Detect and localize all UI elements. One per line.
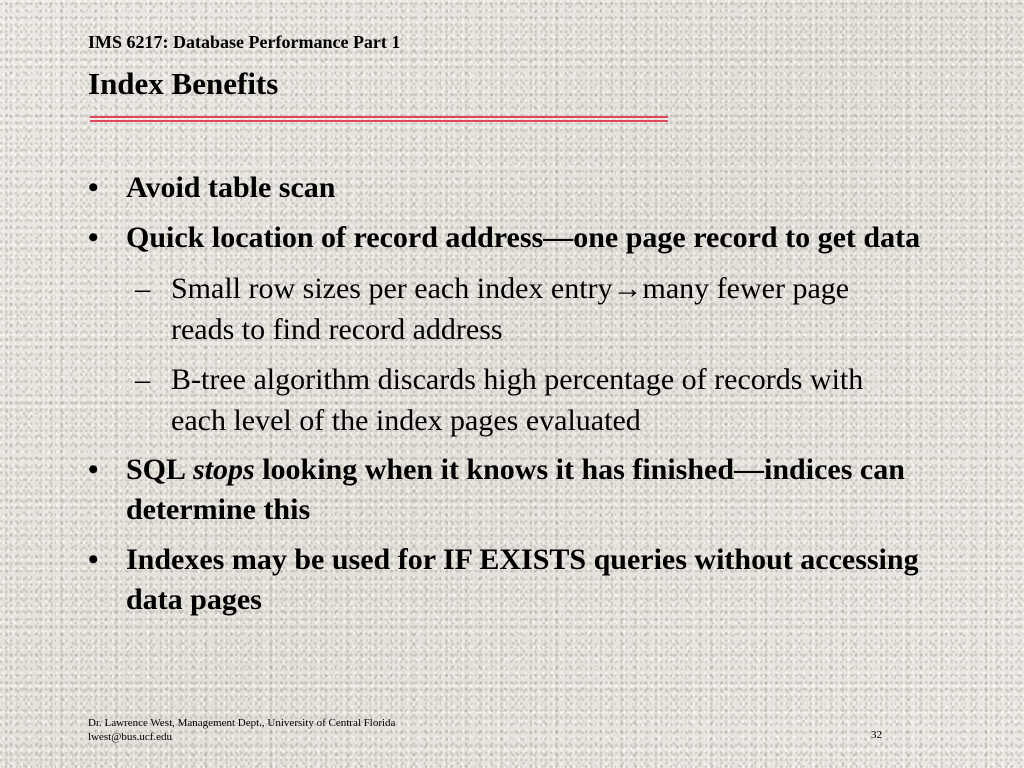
course-title: IMS 6217: Database Performance Part 1 xyxy=(88,32,401,52)
footer-author: Dr. Lawrence West, Management Dept., University of Central Florida xyxy=(88,717,396,729)
slide-title: Index Benefits xyxy=(88,66,279,101)
subbullet-text: B-tree algorithm discards high percentage of records with each level of the index pages evaluated xyxy=(171,363,864,437)
sql-remaining-text: looking when it knows it has finished—indices can determine this xyxy=(126,453,905,526)
bullet-text: Quick location of record address—one page record to get data xyxy=(126,221,921,254)
stops-emphasis: stops xyxy=(193,453,255,486)
bullet-text: Avoid table scan xyxy=(126,171,336,204)
footer-email: lwest@bus.ucf.edu xyxy=(88,731,173,743)
slide-footer xyxy=(88,716,395,744)
slide-content xyxy=(88,168,928,630)
sql-text: SQL xyxy=(126,453,187,486)
bullet-icon: • xyxy=(88,453,99,486)
subbullet-text: Small row sizes per each index entry→many fewer page reads to find record address xyxy=(171,272,850,346)
bullet-icon: • xyxy=(88,221,99,254)
subbullet-item-small-row-sizes xyxy=(88,268,896,350)
bullet-item-avoid-table-scan xyxy=(88,168,928,208)
page-number: 32 xyxy=(871,729,882,741)
bullet-item-sql-stops xyxy=(88,450,928,530)
bullet-item-quick-location xyxy=(88,218,928,258)
bullet-icon: • xyxy=(88,171,99,204)
dash-bullet-icon: – xyxy=(135,363,150,396)
bullet-text: Indexes may be used for IF EXISTS queries without accessing data pages xyxy=(126,543,919,616)
bullet-text xyxy=(126,453,905,526)
bullet-icon: • xyxy=(88,543,99,576)
dash-bullet-icon: – xyxy=(135,272,150,305)
title-divider-rule xyxy=(90,116,668,122)
bullet-item-if-exists xyxy=(88,540,928,620)
subbullet-item-b-tree-algorithm xyxy=(88,359,896,441)
